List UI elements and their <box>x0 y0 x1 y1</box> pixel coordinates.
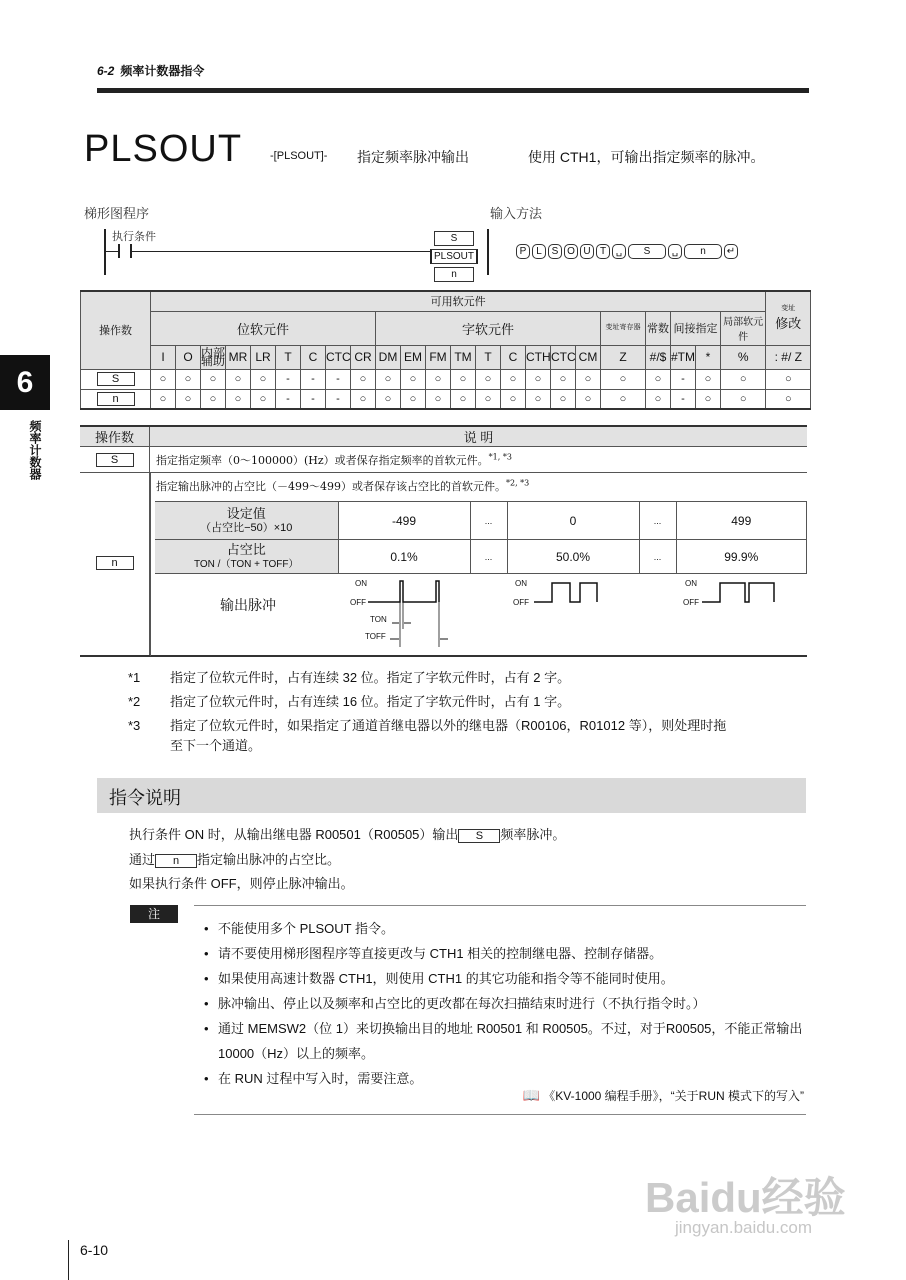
on-label-1: ON <box>355 579 367 588</box>
device-cell: ○ <box>576 389 601 409</box>
duty-cell: 0.1% <box>338 540 470 574</box>
section-title: 频率计数器指令 <box>120 64 205 78</box>
operand-n-box: n <box>155 854 197 868</box>
device-cell: ○ <box>451 389 476 409</box>
key-5: T <box>596 244 610 259</box>
device-cell: ○ <box>721 369 766 389</box>
header-rule <box>97 88 809 93</box>
col-15: CTH <box>526 345 551 369</box>
key-4: U <box>580 244 594 259</box>
device-cell: ○ <box>401 389 426 409</box>
operand-cell <box>81 389 151 409</box>
left-rail <box>104 229 106 275</box>
instruction-block <box>430 228 478 282</box>
instruction-usage: 使用 CTH1，可输出指定频率的脉冲。 <box>528 149 765 165</box>
reference-text: 《KV-1000 编程手册》，“关于RUN 模式下的写入” <box>543 1089 804 1103</box>
device-cell: ○ <box>151 389 176 409</box>
col-2: 内部辅助 <box>201 346 226 368</box>
device-cell: ○ <box>601 389 646 409</box>
toff-label: TOFF <box>365 632 386 641</box>
col-7: CTC <box>326 345 351 369</box>
setvalue-label: 设定值 <box>226 505 266 521</box>
waveform-50 <box>534 583 597 602</box>
device-cell: ○ <box>226 389 251 409</box>
device-cell: ○ <box>696 389 721 409</box>
key-6: ␣ <box>612 244 626 259</box>
running-header <box>97 62 204 79</box>
device-cell: ○ <box>526 389 551 409</box>
col-10: EM <box>401 345 426 369</box>
page-number: 6-10 <box>80 1242 109 1258</box>
device-cell: ○ <box>451 369 476 389</box>
duty-cell: 499 <box>676 502 807 540</box>
device-cell: ○ <box>476 369 501 389</box>
off-label-3: OFF <box>683 598 699 607</box>
operand-header: 操作数 <box>81 291 151 369</box>
duty-label: 占空比 <box>226 541 266 557</box>
device-cell: - <box>671 369 696 389</box>
device-cell: ○ <box>376 369 401 389</box>
device-cell: ○ <box>766 369 811 389</box>
section-heading: 指令说明 <box>97 778 806 813</box>
instruction-desc: 指定频率脉冲输出 <box>357 149 469 165</box>
col-1: O <box>176 345 201 369</box>
key-9: n <box>684 244 722 259</box>
col-8: CR <box>351 345 376 369</box>
ladder-op-n: n <box>434 267 474 282</box>
device-cell: ○ <box>376 389 401 409</box>
device-cell: ○ <box>576 369 601 389</box>
ladder-instr: PLSOUT <box>430 249 478 264</box>
pulse-label: 输出脉冲 <box>220 598 276 614</box>
text: 执行条件 ON 时，从输出继电器 R00501（R00505）输出 <box>129 827 459 842</box>
footnote-key: *2 <box>128 694 141 709</box>
body-line-2 <box>129 849 340 868</box>
off-label-2: OFF <box>513 598 529 607</box>
word-header: 字软元件 <box>376 311 601 345</box>
device-cell: ○ <box>201 389 226 409</box>
col-17: CM <box>576 345 601 369</box>
device-cell: - <box>301 389 326 409</box>
device-cell: ○ <box>646 369 671 389</box>
duty-cell: ... <box>639 540 676 574</box>
index-mod-top: 变址 <box>781 304 796 312</box>
duty-cell: 0 <box>507 502 639 540</box>
footnote <box>128 715 726 734</box>
footnote <box>128 691 570 710</box>
pulse-waveforms <box>340 577 810 653</box>
operand-s-ref: *1, *3 <box>488 452 512 462</box>
device-cell: ○ <box>426 369 451 389</box>
device-cell: ○ <box>696 369 721 389</box>
waveform-0-1 <box>368 581 439 602</box>
device-cell: ○ <box>176 389 201 409</box>
duty-cell: ... <box>470 540 507 574</box>
col-21: * <box>696 345 721 369</box>
device-cell: ○ <box>251 389 276 409</box>
col-0: I <box>151 345 176 369</box>
col-6: C <box>301 345 326 369</box>
note-box <box>194 905 806 1115</box>
device-cell: ○ <box>501 369 526 389</box>
device-table <box>80 290 811 410</box>
body-line-3: 如果执行条件 OFF，则停止脉冲输出。 <box>129 876 354 891</box>
book-icon: 📖 <box>522 1087 540 1103</box>
footnote-text: 指定了位软元件时，占有连续 32 位。指定了字软元件时，占有 2 字。 <box>170 670 571 685</box>
index-mod-header <box>766 291 811 345</box>
device-cell: ○ <box>601 369 646 389</box>
note-item: • 脉冲输出、停止以及频率和占空比的更改都在每次扫描结束时进行（不执行指令时。） <box>204 991 806 1016</box>
operand-s-box: S <box>458 829 500 843</box>
table-row <box>81 369 811 389</box>
operand-s-desc: 指定指定频率（0～100000）(Hz）或者保存指定频率的首软元件。 <box>156 454 489 467</box>
text: 指定输出脉冲的占空比。 <box>197 852 341 867</box>
on-label-2: ON <box>515 579 527 588</box>
ladder-op-s: S <box>434 231 474 246</box>
operand-n: n <box>96 556 134 570</box>
duty-cell: ... <box>470 502 507 540</box>
device-cell: - <box>276 369 301 389</box>
ton-label: TON <box>370 615 387 624</box>
key-2: S <box>548 244 562 259</box>
table-row <box>81 389 811 409</box>
note-item: • 不能使用多个 PLSOUT 指令。 <box>204 916 806 941</box>
ladder-label: 梯形图程序 <box>84 207 150 222</box>
col-5: T <box>276 345 301 369</box>
col-23: : #/ Z <box>766 345 811 369</box>
device-cell: ○ <box>551 369 576 389</box>
col-20: #TM <box>671 345 696 369</box>
device-cell: ○ <box>151 369 176 389</box>
waveform-99-9 <box>702 583 774 602</box>
footnote-text: 指定了位软元件时，占有连续 16 位。指定了字软元件时，占有 1 字。 <box>170 694 571 709</box>
key-7: S <box>628 244 666 259</box>
footnote-key: *1 <box>128 670 141 685</box>
device-cell: ○ <box>551 389 576 409</box>
col-4: LR <box>251 345 276 369</box>
instruction-tag: -[PLSOUT]- <box>270 150 328 162</box>
device-cell: ○ <box>226 369 251 389</box>
local-header: 局部软元件 <box>721 311 766 345</box>
contact-icon <box>118 244 132 258</box>
indirect-header: 间接指定 <box>671 311 721 345</box>
note-item: • 请不要使用梯形图程序等直接更改与 CTH1 相关的控制继电器、控制存储器。 <box>204 941 806 966</box>
ladder-wire <box>106 251 430 252</box>
instruction-name: PLSOUT <box>84 128 243 170</box>
tag-text: PLSOUT <box>276 150 321 162</box>
key-0: P <box>516 244 530 259</box>
col-16: CTC <box>551 345 576 369</box>
operand-header: 操作数 <box>80 427 150 446</box>
chapter-tab: 6 <box>0 355 50 410</box>
col-12: TM <box>451 345 476 369</box>
watermark: Baidu经验 <box>645 1174 846 1221</box>
operand-S: S <box>97 372 135 386</box>
device-cell: ○ <box>351 389 376 409</box>
col-18: Z <box>601 345 646 369</box>
device-cell: ○ <box>176 369 201 389</box>
device-cell: - <box>301 369 326 389</box>
col-3: MR <box>226 345 251 369</box>
operand-desc-table <box>80 425 807 657</box>
bit-header: 位软元件 <box>151 311 376 345</box>
operand-n-ref: *2, *3 <box>506 478 530 488</box>
col-13: T <box>476 345 501 369</box>
device-cell: ○ <box>646 389 671 409</box>
note-tag: 注 <box>130 905 178 923</box>
device-cell: ○ <box>526 369 551 389</box>
watermark-url: jingyan.baidu.com <box>675 1218 813 1237</box>
device-cell: - <box>326 369 351 389</box>
device-cell: ○ <box>401 369 426 389</box>
device-cell: ○ <box>251 369 276 389</box>
operand-n: n <box>97 392 135 406</box>
device-cell: ○ <box>201 369 226 389</box>
duty-table <box>155 501 807 574</box>
duty-formula: TON /（TON + TOFF） <box>193 558 299 570</box>
const-header: 常数 <box>646 311 671 345</box>
right-rail <box>487 229 489 275</box>
key-3: O <box>564 244 578 259</box>
manual-reference[interactable] <box>523 1087 804 1104</box>
duty-cell: 99.9% <box>676 540 807 574</box>
index-reg-header: 变址寄存器 <box>601 311 646 345</box>
chapter-label: 频率计数器 <box>28 420 42 480</box>
section-number: 6-2 <box>97 64 115 78</box>
device-cell: ○ <box>351 369 376 389</box>
off-label-1: OFF <box>350 598 366 607</box>
device-cell: - <box>671 389 696 409</box>
col-14: C <box>501 345 526 369</box>
duty-cell: ... <box>639 502 676 540</box>
operand-n-desc: 指定输出脉冲的占空比（－499～499）或者保存该占空比的首软元件。 <box>156 480 506 493</box>
condition-label: 执行条件 <box>112 230 156 243</box>
input-label: 输入方法 <box>490 207 543 222</box>
footnote-cont: 至下一个通道。 <box>170 738 262 753</box>
key-10: ↵ <box>724 244 738 259</box>
device-cell: ○ <box>426 389 451 409</box>
device-cell: - <box>276 389 301 409</box>
operand-s: S <box>96 453 134 467</box>
device-cell: ○ <box>721 389 766 409</box>
key-1: L <box>532 244 546 259</box>
device-cell: ○ <box>476 389 501 409</box>
desc-header: 说 明 <box>463 430 494 445</box>
key-8: ␣ <box>668 244 682 259</box>
operand-cell <box>81 369 151 389</box>
on-label-3: ON <box>685 579 697 588</box>
device-cell: ○ <box>501 389 526 409</box>
setvalue-formula: （占空比−50）×10 <box>200 521 293 534</box>
text: 频率脉冲。 <box>500 827 566 842</box>
duty-cell: 50.0% <box>507 540 639 574</box>
body-line-1 <box>129 824 565 843</box>
device-cell: - <box>326 389 351 409</box>
device-cell: ○ <box>766 389 811 409</box>
col-22: % <box>721 345 766 369</box>
note-item: • 在 RUN 过程中写入时，需要注意。 <box>204 1066 806 1091</box>
col-11: FM <box>426 345 451 369</box>
index-mod-label: 修改 <box>775 315 802 331</box>
note-item: • 如果使用高速计数器 CTH1，则使用 CTH1 的其它功能和指令等不能同时使用。 <box>204 966 806 991</box>
note-item: • 通过 MEMSW2（位 1）来切换输出目的地址 R00501 和 R00505。不过，对于R00505，不能正常输出 10000（Hz）以上的频率。 <box>204 1016 806 1066</box>
available-header: 可用软元件 <box>151 291 766 311</box>
footnote-key: *3 <box>128 718 141 733</box>
footnote-text: 指定了位软元件时，如果指定了通道首继电器以外的继电器（R00106，R01012 等），则处理时拖 <box>170 718 727 733</box>
text: 通过 <box>129 852 156 867</box>
footer-rule <box>68 1240 69 1280</box>
col-19: #/$ <box>646 345 671 369</box>
col-9: DM <box>376 345 401 369</box>
key-sequence <box>516 244 740 259</box>
footnote <box>128 667 570 686</box>
duty-cell: -499 <box>338 502 470 540</box>
